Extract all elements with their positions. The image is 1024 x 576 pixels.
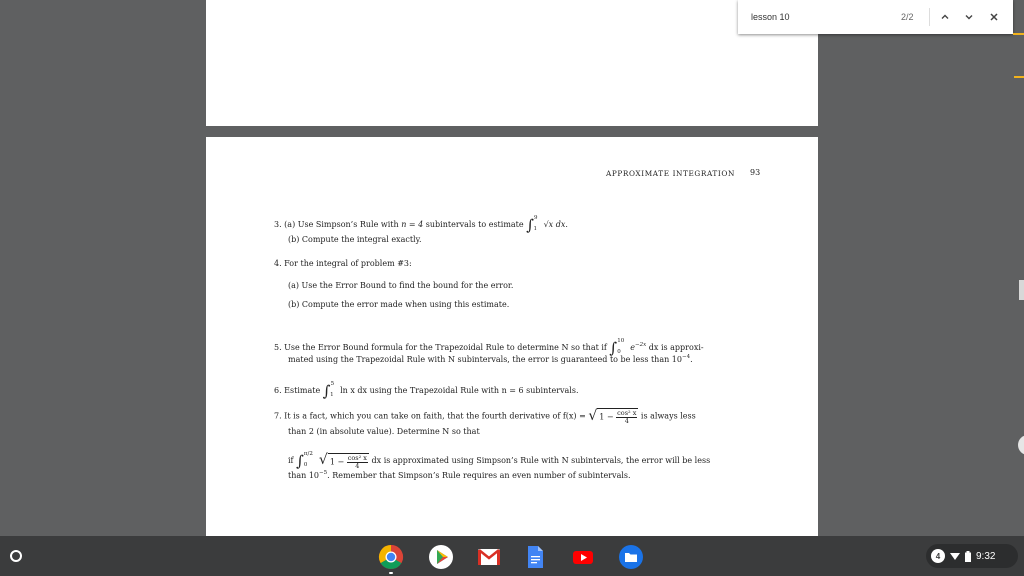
scrollbar-thumb[interactable] (1019, 280, 1024, 300)
problem-3a: 3. (a) Use Simpson’s Rule with n = 4 subintervals to estimate ∫$^9_1$ √x dx. (274, 215, 568, 234)
problem-5-line-2: mated using the Trapezoidal Rule with N subintervals, the error is guaranteed to be less than $10^{-4}$. (288, 354, 693, 364)
pdf-page (206, 137, 818, 537)
page-number: 93 (750, 168, 761, 177)
find-previous-button[interactable] (937, 9, 953, 25)
youtube-icon (570, 544, 596, 570)
integral-sign: ∫ (322, 382, 331, 400)
problem-6: 6. Estimate ∫$^5_1$ ln x dx using the Trapezoidal Rule with n = 6 subintervals. (274, 381, 579, 400)
find-close-button[interactable] (986, 9, 1002, 25)
find-match-count: 2/2 (901, 12, 914, 22)
app-shelf (366, 540, 656, 572)
fraction: $\frac{\text{cos² x}}{4}$ (347, 453, 367, 470)
chrome-app[interactable] (378, 544, 404, 570)
problem-3b: (b) Compute the integral exactly. (288, 235, 422, 244)
problem-4a: (a) Use the Error Bound to find the bound for the error. (288, 281, 514, 290)
chrome-icon (378, 544, 404, 570)
gmail-app[interactable] (476, 544, 502, 570)
integral-sign: ∫ (296, 452, 304, 470)
battery-icon (965, 551, 971, 562)
problem-4: 4. For the integral of problem #3: (274, 259, 412, 268)
docs-app[interactable] (522, 544, 548, 570)
integral-sign: ∫ (526, 216, 535, 234)
integral-sign: ∫ (609, 339, 618, 357)
running-head-title: APPROXIMATE INTEGRATION (606, 169, 735, 178)
find-bar-accent (1013, 33, 1024, 35)
problem-7-line-2: than 2 (in absolute value). Determine N so that (288, 427, 480, 436)
close-icon (989, 12, 999, 22)
files-icon (618, 544, 644, 570)
problem-7-line-4: than $10^{-5}$. Remember that Simpson’s Rule requires an even number of subintervals. (288, 470, 631, 480)
side-handle[interactable] (1018, 435, 1024, 455)
clock: 9:32 (976, 550, 996, 562)
status-tray[interactable] (926, 544, 1018, 568)
notification-count: 4 (931, 549, 945, 563)
docs-icon (522, 544, 548, 570)
find-divider (929, 8, 930, 26)
find-input[interactable]: lesson 10 (751, 12, 790, 22)
gmail-icon (476, 544, 502, 570)
wifi-icon (950, 551, 960, 561)
play-store-app[interactable] (428, 544, 454, 570)
chevron-down-icon (964, 12, 974, 22)
radical-sign: √ (318, 452, 328, 468)
chevron-up-icon (940, 12, 950, 22)
play-store-icon (428, 544, 454, 570)
running-head (606, 169, 806, 178)
files-app[interactable] (618, 544, 644, 570)
running-indicator (389, 572, 393, 574)
find-bar (738, 0, 1013, 34)
launcher-icon (10, 550, 22, 562)
youtube-app[interactable] (570, 544, 596, 570)
problem-4b: (b) Compute the error made when using this estimate. (288, 300, 510, 309)
taskbar (0, 536, 1024, 576)
problem-7-line-1: 7. It is a fact, which you can take on faith, that the fourth derivative of f(x) = √ 1 − $\frac{\text{cos² x}}{4}$ is always less (274, 407, 696, 425)
find-next-button[interactable] (961, 9, 977, 25)
launcher-button[interactable] (4, 544, 28, 568)
problem-5-line-1: 5. Use the Error Bound formula for the Trapezoidal Rule to determine N so that if ∫$^{10}_0$ $e^{-2x}$ dx is approxi- (274, 338, 704, 357)
fraction: $\frac{\text{cos² x}}{4}$ (617, 409, 637, 425)
problem-7-line-3: if ∫$^{\pi/2}_0$ √ 1 − $\frac{\text{cos² x}}{4}$ dx is approximated using Simpson’s Rule with N subintervals, the error will be less (288, 451, 711, 470)
pdf-page-previous (206, 0, 818, 126)
radical-sign: √ (588, 407, 598, 424)
scroll-marker (1014, 76, 1024, 78)
